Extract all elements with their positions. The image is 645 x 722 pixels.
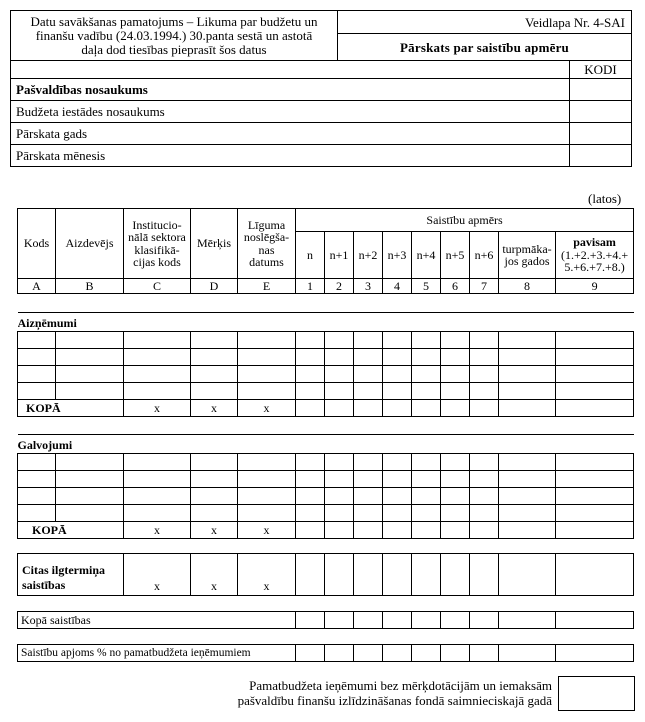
cell[interactable]	[325, 471, 354, 488]
cell[interactable]	[383, 522, 412, 539]
form-number: Veidlapa Nr. 4-SAI	[338, 11, 632, 34]
cell[interactable]	[18, 349, 56, 366]
cell[interactable]	[354, 366, 383, 383]
cell[interactable]	[556, 554, 634, 596]
cell[interactable]	[18, 488, 56, 505]
base-budget-revenue-input[interactable]	[558, 676, 635, 711]
col-number-7: 7	[470, 279, 499, 294]
cell[interactable]	[412, 332, 441, 349]
col-header-year-n3: n+3	[383, 232, 412, 279]
spacer-row	[18, 596, 634, 612]
cell[interactable]	[470, 522, 499, 539]
cell[interactable]	[124, 505, 191, 522]
cell[interactable]	[412, 505, 441, 522]
cell[interactable]	[412, 554, 441, 596]
cell[interactable]	[383, 612, 412, 629]
cell[interactable]	[470, 400, 499, 417]
field-report-year: Pārskata gads	[11, 123, 570, 145]
cell[interactable]	[238, 471, 296, 488]
legal-basis-note: Datu savākšanas pamatojums – Likuma par budžetu un finanšu vadību (24.03.1994.) 30.panta sestā un astotā daļa dod tiesības pieprasīt šos datus	[11, 11, 338, 61]
cell[interactable]	[354, 612, 383, 629]
cell[interactable]	[470, 645, 499, 662]
cell[interactable]	[556, 505, 634, 522]
x-mark: x	[238, 554, 296, 596]
col-letter-b: B	[56, 279, 124, 294]
liabilities-table	[17, 208, 634, 662]
other-liabilities-row	[18, 554, 634, 596]
cell[interactable]	[191, 471, 238, 488]
cell[interactable]	[191, 383, 238, 400]
cell[interactable]	[556, 332, 634, 349]
cell[interactable]	[470, 612, 499, 629]
table-row	[18, 383, 634, 400]
table-row	[18, 471, 634, 488]
cell[interactable]	[296, 366, 325, 383]
cell[interactable]	[556, 645, 634, 662]
cell[interactable]	[499, 645, 556, 662]
cell[interactable]	[325, 366, 354, 383]
cell[interactable]	[325, 383, 354, 400]
col-letter-a: A	[18, 279, 56, 294]
cell[interactable]	[238, 366, 296, 383]
col-header-lender: Aizdevējs	[56, 209, 124, 279]
field-report-month: Pārskata mēnesis	[11, 145, 570, 167]
cell[interactable]	[499, 471, 556, 488]
cell[interactable]	[18, 454, 56, 471]
spacer-row	[18, 629, 634, 645]
cell[interactable]	[325, 349, 354, 366]
cell[interactable]	[556, 454, 634, 471]
cell[interactable]	[383, 383, 412, 400]
cell[interactable]	[412, 612, 441, 629]
code-cell-municipality[interactable]	[570, 79, 632, 101]
cell[interactable]	[325, 400, 354, 417]
field-institution-name: Budžeta iestādes nosaukums	[11, 101, 570, 123]
cell[interactable]	[556, 366, 634, 383]
cell[interactable]	[191, 332, 238, 349]
cell[interactable]	[499, 454, 556, 471]
cell[interactable]	[56, 349, 124, 366]
cell[interactable]	[412, 383, 441, 400]
cell[interactable]	[238, 332, 296, 349]
cell[interactable]	[124, 488, 191, 505]
col-header-liability-amount: Saistību apmērs	[296, 209, 634, 232]
cell[interactable]	[412, 471, 441, 488]
cell[interactable]	[354, 522, 383, 539]
cell[interactable]	[296, 454, 325, 471]
cell[interactable]	[56, 471, 124, 488]
cell[interactable]	[470, 454, 499, 471]
codes-header-spacer	[11, 61, 570, 79]
cell[interactable]	[441, 554, 470, 596]
cell[interactable]	[191, 505, 238, 522]
cell[interactable]	[354, 454, 383, 471]
x-mark: x	[191, 522, 238, 539]
cell[interactable]	[556, 612, 634, 629]
x-mark: x	[124, 400, 191, 417]
cell[interactable]	[556, 383, 634, 400]
cell[interactable]	[296, 612, 325, 629]
cell[interactable]	[238, 383, 296, 400]
cell[interactable]	[354, 505, 383, 522]
report-header-table	[10, 10, 632, 167]
cell[interactable]	[191, 366, 238, 383]
col-number-2: 2	[325, 279, 354, 294]
cell[interactable]	[354, 554, 383, 596]
cell[interactable]	[191, 454, 238, 471]
cell[interactable]	[325, 645, 354, 662]
other-liabilities-label: Citas ilgtermiņa saistības	[18, 554, 124, 596]
cell[interactable]	[296, 471, 325, 488]
table-row	[18, 366, 634, 383]
section-title-loans: Aizņēmumi	[18, 313, 634, 332]
x-mark: x	[238, 400, 296, 417]
cell[interactable]	[296, 400, 325, 417]
cell[interactable]	[383, 554, 412, 596]
liabilities-ratio-row	[18, 645, 634, 662]
cell[interactable]	[325, 332, 354, 349]
table-row	[18, 488, 634, 505]
cell[interactable]	[56, 332, 124, 349]
cell[interactable]	[124, 383, 191, 400]
cell[interactable]	[383, 488, 412, 505]
col-number-6: 6	[441, 279, 470, 294]
cell[interactable]	[470, 505, 499, 522]
cell[interactable]	[441, 522, 470, 539]
total-liabilities-label: Kopā saistības	[18, 612, 296, 629]
cell[interactable]	[441, 488, 470, 505]
col-header-total: pavisam (1.+2.+3.+4.+ 5.+6.+7.+8.)	[556, 232, 634, 279]
report-title: Pārskats par saistību apmēru	[338, 34, 632, 61]
cell[interactable]	[499, 505, 556, 522]
liabilities-ratio-label: Saistību apjoms % no pamatbudžeta ieņēmumiem	[18, 645, 296, 662]
cell[interactable]	[383, 332, 412, 349]
col-letter-e: E	[238, 279, 296, 294]
cell[interactable]	[383, 645, 412, 662]
cell[interactable]	[470, 471, 499, 488]
cell[interactable]	[499, 332, 556, 349]
cell[interactable]	[296, 505, 325, 522]
cell[interactable]	[499, 554, 556, 596]
cell[interactable]	[354, 645, 383, 662]
cell[interactable]	[441, 349, 470, 366]
cell[interactable]	[441, 383, 470, 400]
col-number-1: 1	[296, 279, 325, 294]
cell[interactable]	[191, 488, 238, 505]
cell[interactable]	[238, 454, 296, 471]
cell[interactable]	[556, 471, 634, 488]
col-letter-d: D	[191, 279, 238, 294]
cell[interactable]	[124, 471, 191, 488]
total-liabilities-row	[18, 612, 634, 629]
cell[interactable]	[18, 383, 56, 400]
cell[interactable]	[470, 488, 499, 505]
cell[interactable]	[325, 454, 354, 471]
col-letter-c: C	[124, 279, 191, 294]
cell[interactable]	[296, 488, 325, 505]
cell[interactable]	[296, 522, 325, 539]
cell[interactable]	[325, 505, 354, 522]
col-number-8: 8	[499, 279, 556, 294]
col-header-year-n1: n+1	[325, 232, 354, 279]
cell[interactable]	[470, 349, 499, 366]
cell[interactable]	[296, 645, 325, 662]
code-cell-institution[interactable]	[570, 101, 632, 123]
cell[interactable]	[325, 612, 354, 629]
cell[interactable]	[441, 505, 470, 522]
cell[interactable]	[412, 645, 441, 662]
cell[interactable]	[124, 366, 191, 383]
cell[interactable]	[556, 349, 634, 366]
cell[interactable]	[238, 505, 296, 522]
cell[interactable]	[383, 454, 412, 471]
cell[interactable]	[354, 471, 383, 488]
cell[interactable]	[470, 554, 499, 596]
cell[interactable]	[499, 488, 556, 505]
spacer-row	[18, 294, 634, 313]
cell[interactable]	[441, 332, 470, 349]
cell[interactable]	[412, 454, 441, 471]
codes-header: KODI	[570, 61, 632, 79]
table-row	[18, 332, 634, 349]
cell[interactable]	[441, 471, 470, 488]
cell[interactable]	[441, 645, 470, 662]
cell[interactable]	[470, 366, 499, 383]
col-header-year-n: n	[296, 232, 325, 279]
cell[interactable]	[412, 400, 441, 417]
x-mark: x	[191, 554, 238, 596]
cell[interactable]	[18, 332, 56, 349]
cell[interactable]	[124, 454, 191, 471]
cell[interactable]	[499, 349, 556, 366]
cell[interactable]	[56, 383, 124, 400]
cell[interactable]	[325, 554, 354, 596]
cell[interactable]	[499, 366, 556, 383]
cell[interactable]	[499, 522, 556, 539]
cell[interactable]	[441, 612, 470, 629]
x-mark: x	[191, 400, 238, 417]
cell[interactable]	[238, 488, 296, 505]
field-municipality-name: Pašvaldības nosaukums	[11, 79, 570, 101]
col-number-3: 3	[354, 279, 383, 294]
table-row	[18, 505, 634, 522]
cell[interactable]	[470, 383, 499, 400]
cell[interactable]	[556, 400, 634, 417]
cell[interactable]	[470, 332, 499, 349]
cell[interactable]	[296, 349, 325, 366]
loans-total-row	[18, 400, 634, 417]
col-number-9: 9	[556, 279, 634, 294]
cell[interactable]	[441, 366, 470, 383]
cell[interactable]	[556, 522, 634, 539]
col-header-sector-code: Institucio- nālā sektora klasifikā- cijas kods	[124, 209, 191, 279]
cell[interactable]	[325, 488, 354, 505]
cell[interactable]	[56, 488, 124, 505]
cell[interactable]	[383, 349, 412, 366]
code-cell-year[interactable]	[570, 123, 632, 145]
x-mark: x	[238, 522, 296, 539]
x-mark: x	[124, 554, 191, 596]
cell[interactable]	[441, 454, 470, 471]
cell[interactable]	[499, 400, 556, 417]
col-header-purpose: Mērķis	[191, 209, 238, 279]
cell[interactable]	[383, 366, 412, 383]
cell[interactable]	[412, 349, 441, 366]
spacer-row	[18, 417, 634, 435]
cell[interactable]	[383, 505, 412, 522]
cell[interactable]	[441, 400, 470, 417]
col-header-code: Kods	[18, 209, 56, 279]
cell[interactable]	[238, 349, 296, 366]
cell[interactable]	[412, 522, 441, 539]
guarantees-total-row	[18, 522, 634, 539]
cell[interactable]	[124, 332, 191, 349]
table-row	[18, 454, 634, 471]
cell[interactable]	[354, 488, 383, 505]
currency-note: (latos)	[588, 191, 622, 206]
col-header-year-n4: n+4	[412, 232, 441, 279]
cell[interactable]	[354, 400, 383, 417]
spacer-row	[18, 539, 634, 554]
col-header-year-n6: n+6	[470, 232, 499, 279]
cell[interactable]	[499, 612, 556, 629]
cell[interactable]	[191, 349, 238, 366]
guarantees-total-label: KOPĀ	[18, 522, 124, 539]
cell[interactable]	[296, 332, 325, 349]
cell[interactable]	[412, 366, 441, 383]
col-header-contract-date: Līguma noslēgša- nas datums	[238, 209, 296, 279]
cell[interactable]	[354, 332, 383, 349]
col-header-later-years: turpmāka- jos gados	[499, 232, 556, 279]
cell[interactable]	[56, 366, 124, 383]
cell[interactable]	[383, 471, 412, 488]
cell[interactable]	[56, 505, 124, 522]
table-row	[18, 349, 634, 366]
loans-total-label: KOPĀ	[18, 400, 124, 417]
cell[interactable]	[556, 488, 634, 505]
col-number-5: 5	[412, 279, 441, 294]
cell[interactable]	[18, 471, 56, 488]
col-number-4: 4	[383, 279, 412, 294]
x-mark: x	[124, 522, 191, 539]
cell[interactable]	[383, 400, 412, 417]
cell[interactable]	[18, 505, 56, 522]
section-title-guarantees: Galvojumi	[18, 435, 634, 454]
cell[interactable]	[124, 349, 191, 366]
col-header-year-n2: n+2	[354, 232, 383, 279]
code-cell-month[interactable]	[570, 145, 632, 167]
cell[interactable]	[412, 488, 441, 505]
base-budget-revenue-label: Pamatbudžeta ieņēmumi bez mērķdotācijām un iemaksām pašvaldību finanšu izlīdzināšanas fondā saimnieciskajā gadā	[237, 678, 552, 708]
cell[interactable]	[18, 366, 56, 383]
cell[interactable]	[56, 454, 124, 471]
cell[interactable]	[354, 349, 383, 366]
cell[interactable]	[499, 383, 556, 400]
cell[interactable]	[296, 383, 325, 400]
cell[interactable]	[325, 522, 354, 539]
cell[interactable]	[296, 554, 325, 596]
col-header-year-n5: n+5	[441, 232, 470, 279]
cell[interactable]	[354, 383, 383, 400]
